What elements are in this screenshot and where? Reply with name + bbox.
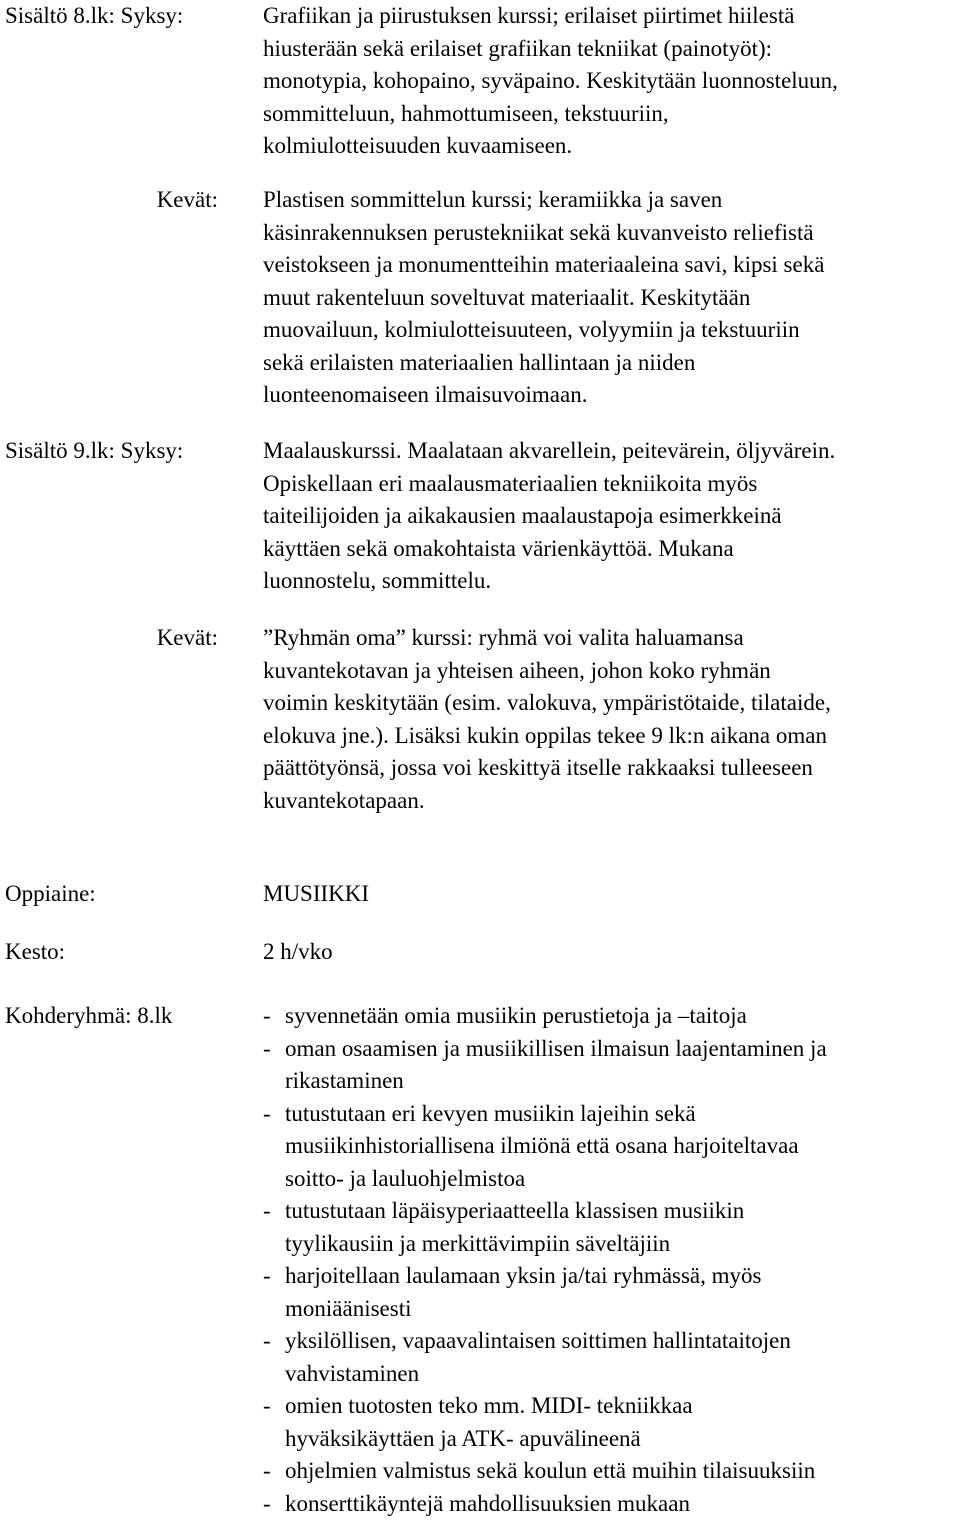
list-item	[263, 1260, 953, 1325]
text-line: muut rakenteluun soveltuvat materiaalit. Keskitytään	[263, 282, 953, 315]
text-line: kolmiulotteisuuden kuvaamiseen.	[263, 130, 953, 163]
duration-value: 2 h/vko	[263, 936, 953, 969]
text-line: monotypia, kohopaino, syväpaino. Keskitytään luonnosteluun,	[263, 65, 953, 98]
text-line: Opiskellaan eri maalausmateriaalien tekniikoita myös	[263, 468, 953, 501]
text-line: luonnostelu, sommittelu.	[263, 565, 953, 598]
duration-label: Kesto:	[5, 936, 65, 969]
text-line: tutustutaan läpäisyperiaatteella klassisen musiikin	[285, 1195, 953, 1228]
section-text-9-spring	[263, 622, 953, 817]
text-line: käsinrakennuksen perustekniikat sekä kuvanveisto reliefistä	[263, 217, 953, 250]
section-label-8-spring: Kevät:	[157, 184, 218, 217]
dash-bullet: -	[263, 1195, 271, 1228]
goals-list	[263, 1000, 953, 1520]
subject-value: MUSIIKKI	[263, 878, 953, 911]
list-item	[263, 1455, 953, 1488]
section-label-9-autumn: Sisältö 9.lk: Syksy:	[5, 435, 183, 468]
dash-bullet: -	[263, 1098, 271, 1131]
text-line: konserttikäyntejä mahdollisuuksien mukaan	[285, 1488, 953, 1520]
list-item	[263, 1000, 953, 1033]
text-line: voimin keskitytään (esim. valokuva, ympäristötaide, tilataide,	[263, 687, 953, 720]
text-line: rikastaminen	[285, 1065, 953, 1098]
text-line: harjoitellaan laulamaan yksin ja/tai ryhmässä, myös	[285, 1260, 953, 1293]
text-line: tutustutaan eri kevyen musiikin lajeihin sekä	[285, 1098, 953, 1131]
text-line: musiikinhistoriallisena ilmiönä että osana harjoiteltavaa	[285, 1130, 953, 1163]
text-line: omien tuotosten teko mm. MIDI- tekniikkaa	[285, 1390, 953, 1423]
list-item	[263, 1325, 953, 1390]
section-text-8-spring	[263, 184, 953, 412]
text-line: kuvantekotavan ja yhteisen aiheen, johon koko ryhmän	[263, 655, 953, 688]
section-label-8-autumn: Sisältö 8.lk: Syksy:	[5, 0, 183, 33]
text-line: ”Ryhmän oma” kurssi: ryhmä voi valita haluamansa	[263, 622, 953, 655]
section-text-8-autumn	[263, 0, 953, 163]
text-line: kuvantekotapaan.	[263, 785, 953, 818]
text-line: sekä erilaisten materiaalien hallintaan ja niiden	[263, 347, 953, 380]
text-line: käyttäen sekä omakohtaista värienkäyttöä. Mukana	[263, 533, 953, 566]
text-line: Grafiikan ja piirustuksen kurssi; erilaiset piirtimet hiilestä	[263, 0, 953, 33]
dash-bullet: -	[263, 1000, 271, 1033]
list-item	[263, 1390, 953, 1455]
section-text-9-autumn	[263, 435, 953, 598]
target-group-label: Kohderyhmä: 8.lk	[5, 1000, 172, 1033]
dash-bullet: -	[263, 1488, 271, 1520]
list-item	[263, 1033, 953, 1098]
dash-bullet: -	[263, 1260, 271, 1293]
text-line: hyväksikäyttäen ja ATK- apuvälineenä	[285, 1423, 953, 1456]
text-line: Plastisen sommittelun kurssi; keramiikka ja saven	[263, 184, 953, 217]
dash-bullet: -	[263, 1455, 271, 1488]
text-line: oman osaamisen ja musiikillisen ilmaisun laajentaminen ja	[285, 1033, 953, 1066]
text-line: elokuva jne.). Lisäksi kukin oppilas tekee 9 lk:n aikana oman	[263, 720, 953, 753]
text-line: sommitteluun, hahmottumiseen, tekstuuriin,	[263, 98, 953, 131]
text-line: yksilöllisen, vapaavalintaisen soittimen hallintataitojen	[285, 1325, 953, 1358]
text-line: päättötyönsä, jossa voi keskittyä itselle rakkaaksi tulleeseen	[263, 752, 953, 785]
text-line: veistokseen ja monumentteihin materiaaleina savi, kipsi sekä	[263, 249, 953, 282]
text-line: syvennetään omia musiikin perustietoja ja –taitoja	[285, 1000, 953, 1033]
dash-bullet: -	[263, 1325, 271, 1358]
text-line: vahvistaminen	[285, 1358, 953, 1391]
list-item	[263, 1488, 953, 1520]
text-line: ohjelmien valmistus sekä koulun että muihin tilaisuuksiin	[285, 1455, 953, 1488]
text-line: Maalauskurssi. Maalataan akvarellein, peitevärein, öljyvärein.	[263, 435, 953, 468]
dash-bullet: -	[263, 1033, 271, 1066]
text-line: muovailuun, kolmiulotteisuuteen, volyymiin ja tekstuuriin	[263, 314, 953, 347]
subject-label: Oppiaine:	[5, 878, 96, 911]
list-item	[263, 1098, 953, 1196]
text-line: luonteenomaiseen ilmaisuvoimaan.	[263, 379, 953, 412]
text-line: soitto- ja lauluohjelmistoa	[285, 1163, 953, 1196]
dash-bullet: -	[263, 1390, 271, 1423]
text-line: moniäänisesti	[285, 1293, 953, 1326]
text-line: hiusterään sekä erilaiset grafiikan tekniikat (painotyöt):	[263, 33, 953, 66]
text-line: tyylikausiin ja merkittävimpiin säveltäjiin	[285, 1228, 953, 1261]
section-label-9-spring: Kevät:	[157, 622, 218, 655]
list-item	[263, 1195, 953, 1260]
text-line: taiteilijoiden ja aikakausien maalaustapoja esimerkkeinä	[263, 500, 953, 533]
